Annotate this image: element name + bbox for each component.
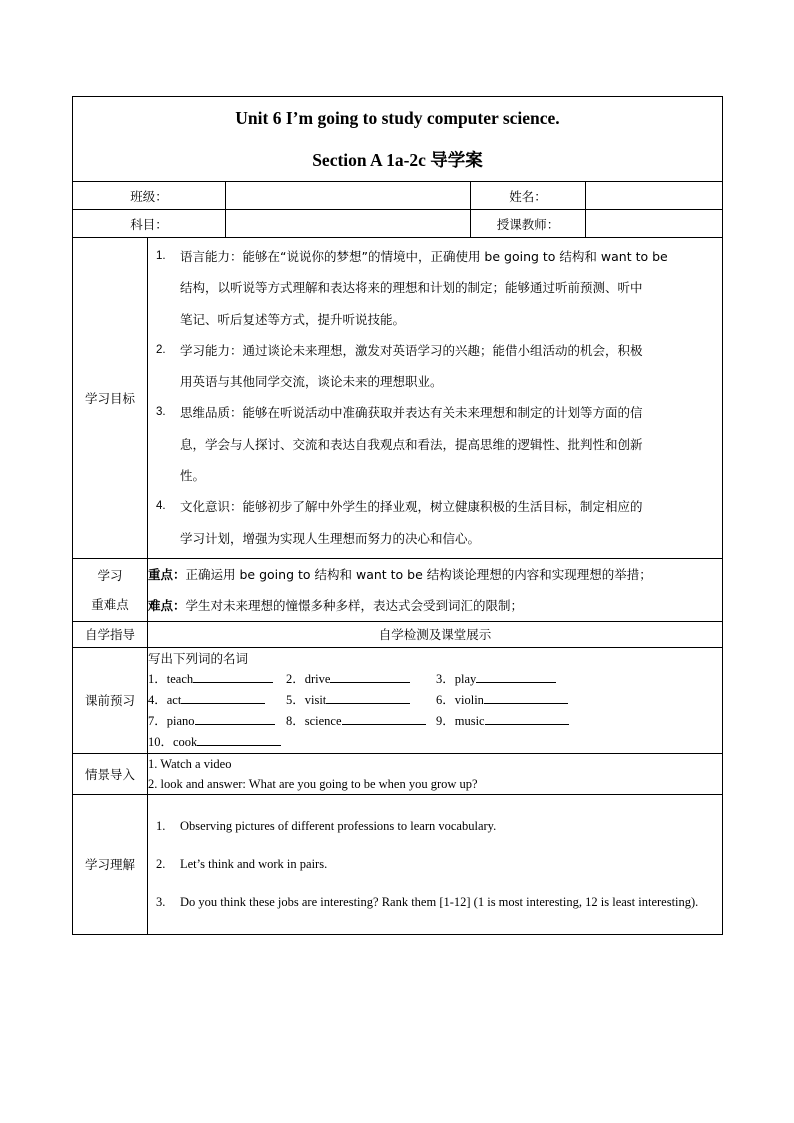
intro-step: 1. Watch a video — [148, 756, 232, 771]
word-item: 9．music — [436, 713, 485, 728]
page-title: Unit 6 I’m going to study computer science. — [235, 108, 560, 128]
goal-line: 语言能力：能够在“说说你的梦想”的情境中，正确使用 be going to 结构和 want to be — [180, 249, 668, 264]
key-points-label-cell — [73, 558, 148, 621]
answer-blank[interactable] — [193, 669, 273, 683]
title-cell — [73, 97, 723, 182]
key-points-label: 重难点 — [91, 596, 129, 612]
preview-cell — [148, 647, 723, 753]
goal-line: 文化意识：能够初步了解中外学生的择业观，树立健康积极的生活目标，制定相应的 — [180, 499, 643, 515]
goal-line: 思维品质：能够在听说活动中准确获取并表达有关未来理想和制定的计划等方面的信 — [180, 405, 643, 421]
item-number: 1. — [156, 819, 166, 834]
teacher-label: 授课教师： — [471, 210, 586, 238]
goal-line: 学习能力：通过谈论未来理想，激发对英语学习的兴趣；能借小组活动的机会，积极 — [180, 342, 643, 358]
preview-instruction: 写出下列词的名词 — [148, 650, 249, 666]
focus-label: 重点： — [148, 566, 186, 582]
intro-cell — [148, 753, 723, 794]
word-item: 3．play — [436, 671, 477, 686]
word-row — [148, 669, 722, 690]
word-item: 7．piano — [148, 713, 195, 728]
subject-field[interactable] — [226, 210, 471, 238]
preview-label: 课前预习 — [73, 647, 148, 753]
goal-line: 息，学会与人探讨、交流和表达自我观点和看法，提高思维的逻辑性、批判性和创新 — [180, 436, 643, 452]
goal-line: 学习计划，增强为实现人生理想而努力的决心和信心。 — [180, 530, 481, 546]
answer-blank[interactable] — [484, 690, 568, 704]
word-row — [148, 711, 722, 732]
word-item: 1．teach — [148, 671, 194, 686]
item-text: Observing pictures of different professions to learn vocabulary. — [180, 819, 497, 834]
item-number: 3. — [156, 895, 166, 910]
word-row — [148, 732, 722, 753]
answer-blank[interactable] — [326, 690, 410, 704]
goal-item — [148, 335, 722, 398]
goal-line: 结构，以听说等方式理解和表达将来的理想和计划的制定；能够通过听前预测、听中 — [180, 280, 643, 296]
teacher-field[interactable] — [586, 210, 723, 238]
goal-item — [148, 241, 722, 335]
intro-step: 2. look and answer: What are you going to be when you grow up? — [148, 776, 478, 791]
goal-line: 性。 — [180, 468, 206, 484]
intro-label: 情景导入 — [73, 753, 148, 794]
goal-item — [148, 491, 722, 554]
guide-content: 自学检测及课堂展示 — [148, 621, 723, 647]
class-label: 班级： — [73, 182, 226, 210]
goals-cell — [148, 238, 723, 559]
word-item: 6．violin — [436, 692, 484, 707]
difficulty-text: 学生对未来理想的憧憬多种多样，表达式会受到词汇的限制； — [185, 597, 524, 613]
goal-number: 2. — [156, 343, 166, 356]
class-field[interactable] — [226, 182, 471, 210]
word-item: 2．drive — [286, 671, 331, 686]
study-guide-table — [72, 96, 723, 935]
name-label: 姓名： — [471, 182, 586, 210]
item-number: 2. — [156, 857, 166, 872]
answer-blank[interactable] — [195, 711, 275, 725]
answer-blank[interactable] — [181, 690, 265, 704]
understanding-item — [148, 890, 722, 914]
answer-blank[interactable] — [330, 669, 410, 683]
goal-number: 4. — [156, 500, 166, 513]
goals-label: 学习目标 — [73, 238, 148, 559]
answer-blank[interactable] — [476, 669, 556, 683]
goal-item — [148, 397, 722, 491]
goal-line: 笔记、听后复述等方式，提升听说技能。 — [180, 311, 406, 327]
word-item: 8．science — [286, 713, 342, 728]
subject-label: 科目： — [73, 210, 226, 238]
understanding-item — [148, 852, 722, 876]
answer-blank[interactable] — [342, 711, 426, 725]
word-item: 5．visit — [286, 692, 327, 707]
answer-blank[interactable] — [485, 711, 569, 725]
key-points-label: 学习 — [97, 567, 123, 583]
item-text: Let’s think and work in pairs. — [180, 857, 328, 872]
focus-text: 正确运用 be going to 结构和 want to be 结构谈论理想的内容和实现理想的举措； — [185, 566, 652, 582]
answer-blank[interactable] — [197, 732, 281, 746]
item-text: Do you think these jobs are interesting? Rank them [1-12] (1 is most interesting, 12 is least interesting). — [180, 895, 699, 910]
understanding-label: 学习理解 — [73, 794, 148, 934]
name-field[interactable] — [586, 182, 723, 210]
goal-number: 3. — [156, 406, 166, 419]
section-title: Section A 1a-2c 导学案 — [312, 150, 483, 170]
key-points-cell — [148, 558, 723, 621]
word-item: 4．act — [148, 692, 182, 707]
understanding-item — [148, 814, 722, 838]
goal-line: 用英语与其他同学交流，谈论未来的理想职业。 — [180, 374, 443, 390]
word-row — [148, 690, 722, 711]
guide-label: 自学指导 — [73, 621, 148, 647]
understanding-cell — [148, 794, 723, 934]
goals-list — [148, 238, 722, 558]
difficulty-label: 难点： — [148, 597, 186, 613]
word-item: 10．cook — [148, 734, 198, 749]
goal-number: 1. — [156, 250, 166, 262]
